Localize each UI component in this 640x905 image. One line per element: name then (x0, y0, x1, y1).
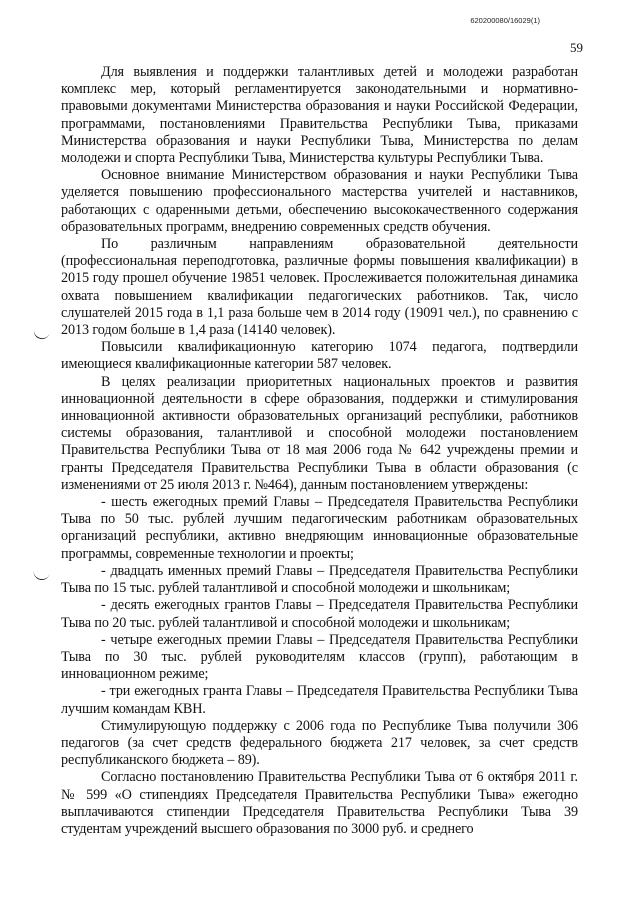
paragraph: Повысили квалификационную категорию 1074 педагога, подтвердили имеющиеся квалификационные категории 587 человек. (61, 339, 578, 373)
paragraph: В целях реализации приоритетных национальных проектов и развития инновационной деятельности в сфере образования, поддержки и стимулирования инновационной активности образовательных организаций республики, работников системы образования, талантливой и способной молодежи постановлением Правительства Республики Тыва от 18 мая 2006 года № 642 учреждены премии и гранты Председателя Правительства Республики Тыва в области образования (с изменениями от 25 июля 2013 г. №464), данным постановлением утверждены: (61, 373, 578, 493)
page-number: 59 (570, 40, 583, 55)
paragraph: Согласно постановлению Правительства Республики Тыва от 6 октября 2011 г. № 599 «О стипендиях Председателя Правительства Республики Тыва» ежегодно выплачиваются стипендии Председателя Правительства Республики Тыва 39 студентам учреждений высшего образования по 3000 руб. и среднего (61, 769, 578, 837)
paragraph: По различным направлениям образовательной деятельности (профессиональная переподготовка, различные формы повышения квалификации) в 2015 году прошел обучение 19851 человек. Прослеживается положительная динамика охвата повышением квалификации педагогических работников. Так, число слушателей 2015 года в 1,1 раза больше чем в 2014 году (19091 чел.), по сравнению с 2013 годом больше в 1,4 раза (14140 человек). (61, 236, 578, 339)
list-item: - четыре ежегодных премии Главы – Председателя Правительства Республики Тыва по 30 тыс. рублей руководителям классов (групп), работающим в инновационном режиме; (61, 631, 578, 683)
paragraph: Основное внимание Министерством образования и науки Республики Тыва уделяется повышению профессионального мастерства учителей и наставников, работающих с одаренными детьми, обеспечению высококачественного содержания образовательных программ, внедрению современных средств обучения. (61, 167, 578, 235)
document-code: 620200080/16029(1) (470, 16, 540, 25)
paragraph: Для выявления и поддержки талантливых детей и молодежи разработан комплекс мер, который регламентируется законодательными и нормативно-правовыми документами Министерства образования и науки Российской Федерации, программами, постановлениями Правительства Республики Тыва, приказами Министерства образования и науки Республики Тыва, Министерства по делам молодежи и спорта Республики Тыва, Министерства культуры Республики Тыва. (61, 64, 578, 167)
body-text (61, 64, 578, 838)
margin-checkmark (32, 328, 50, 341)
margin-checkmark (32, 569, 50, 581)
list-item: - десять ежегодных грантов Главы – Председателя Правительства Республики Тыва по 20 тыс. рублей талантливой и способной молодежи и школьникам; (61, 597, 578, 631)
paragraph: Стимулирующую поддержку с 2006 года по Республике Тыва получили 306 педагогов (за счет средств федерального бюджета 217 человек, за счет средств республиканского бюджета – 89). (61, 717, 578, 769)
list-item: - двадцать именных премий Главы – Председателя Правительства Республики Тыва по 15 тыс. рублей талантливой и способной молодежи и школьникам; (61, 562, 578, 597)
list-item: - три ежегодных гранта Главы – Председателя Правительства Республики Тыва лучшим командам КВН. (61, 683, 578, 717)
list-item: - шесть ежегодных премий Главы – Председателя Правительства Республики Тыва по 50 тыс. рублей лучшим педагогическим работникам образовательных организаций республики, активно внедряющим инновационные образовательные программы, современные технологии и проекты; (61, 494, 578, 562)
